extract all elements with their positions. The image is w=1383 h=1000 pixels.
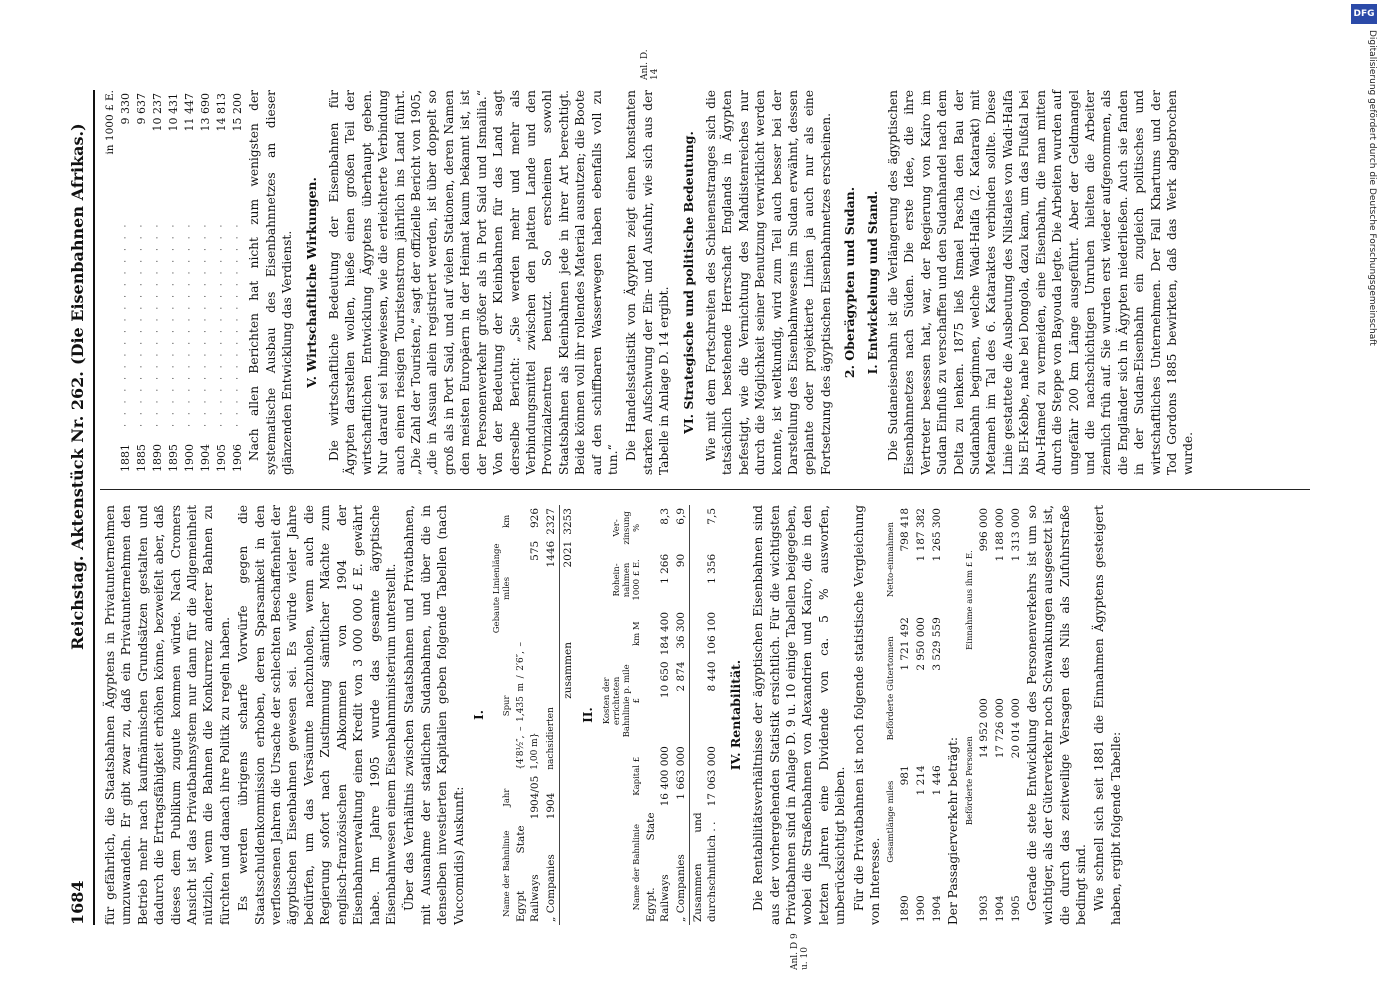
table-row: 1903 14 952 000 996 000 xyxy=(977,508,990,922)
paragraph: Es werden übrigens scharfe Vorwürfe gegen die Staatsschuldenkommission erhoben, deren Sparsamkeit in den verflossenen Jahren die Ursache der schlechten Beschaffenheit der ägyptischen Eisenbahnen gewesen sei. Es würde vieler Jahre bedürfen, um das Versäumte nachzuholen, wenn auch die Regierung sofort nach Zustimmung sämtlicher Mächte zum englisch-französischen Abkommen von 1904 der Eisenbahnverwaltung einen Kredit von 3 000 000 £ E. gewährt habe. Im Jahre 1905 wurde das gesamte ägyptische Eisenbahnwesen einem Eisenbahnministerium unterstellt. xyxy=(236,505,398,925)
table-header: km xyxy=(502,514,513,528)
paragraph: Die Handelsstatistik von Ägypten zeigt einen konstanten starken Aufschwung der Ein- und Ausfuhr, wie sich aus der Tabelle in Anlage D. 14 ergibt. xyxy=(624,90,672,475)
table-header: Spur xyxy=(502,695,513,717)
paragraph: Die Sudaneisenbahn ist die Verlängerung des ägyptischen Eisenbahnnetzes nach Süden. Die erste Idee, die ihre Vertreter besessen hat, war, der Regierung von Kairo im Sudan Einfluß zu verschaffen und den Sudanhandel nach dem Delta zu lenken. 1875 ließ Ismael Pascha den Bau der Sudanbahn beginnen, welche Wadi-Halfa (2. Katarakt) mit Metameh im Tal des 6. Kataraktes verbinden sollte. Diese Linie gestattete die Ausbeutung des Nilstales von Wadi-Halfa bis El-Kebbe, nahe bei Dongola, dazu kam, um das Flußtal bei Abu-Hamed zu vermeiden, eine Eisenbahn, die man mitten durch die Steppe von Bayouda legte. Die Arbeiten wurden auf ungefähr 200 km Länge ausgeführt. Aber der Geldmangel und die nachschichtigen Unruhen hielten die Arbeiter ziemlich früh auf. Sie wurden erst wieder aufgenommen, als die Engländer sich in Ägypten niederließen. Auch sie fanden in der Sudan-Eisenbahn ein zugleich politisches und wirtschaftliches Unternehmen. Der Fall Khartums und der Tod Gordons 1885 bewirkten, daß das Werk abgebrochen wurde. xyxy=(886,90,1196,475)
table-header: Jahr xyxy=(502,788,513,807)
table-header: Name der Bahnlinie xyxy=(502,830,513,917)
table-row: 1905 20 014 000 1 313 000 xyxy=(1009,508,1022,922)
paragraph: Gerade die stete Entwicklung des Personenverkehrs ist um so wichtiger, als der Güterverkehr noch Schwankungen ausgesetzt ist, die durch das zeitweilige Versagen des Nils als Zufuhrstraße bedingt sind. xyxy=(1024,505,1089,925)
table-row: 1890 981 1 721 492 798 418 xyxy=(899,508,912,922)
funding-note: Digitalisierung gefördert durch die Deutsche Forschungsgemeinschaft xyxy=(1367,30,1377,346)
section-title: VI. Strategische und politische Bedeutung. xyxy=(680,131,696,434)
paragraph: für gefährlich, die Staatsbahnen Ägyptens in Privatunternehmen umzuwandeln. Er gibt zwar zu, daß ein Privatunternehmen den Betrieb mehr nach kaufmännischen Grundsätzen gestalten und dadurch die Ertragsfähigkeit erhöhen könne, bezweifelt aber, daß dieses dem Publikum zugute kommen würde. Nach Cromers Ansicht ist das Privatbahnsystem nur dann für die Allgemeinheit nützlich, wenn die Bahnen die Konkurrenz anderer Bahnen zu fürchten und danach ihre Politik zu regeln haben. xyxy=(103,505,232,925)
paragraph: Für die Privatbahnen ist noch folgende statistische Vergleichung von Interesse. xyxy=(851,505,882,925)
table-row: 1881 · · · · · · · · · · · · · · · · · · 9 330 xyxy=(119,93,133,472)
table-unit: in 1000 £ E. xyxy=(104,90,116,155)
paragraph: Wie mit dem Fortschreiten des Schienenstranges sich die tatsächlich bestehende Herrschaft Englands in Ägypten befestigt, wie die Vernichtung des Mahdistenreiches nur durch die Möglichkeit seiner Benutzung verwirklicht werden konnte, ist weltkundig, wird zum Teil auch besser bei der Darstellung des Eisenbahnwesens im Sudan erwähnt, dessen geplante oder projektierte Linien ja auch nur als eine Fortsetzung des ägyptischen Eisenbahnnetzes erscheinen. xyxy=(703,90,833,475)
table-row: 1906 · · · · · · · · · · · · · · · · · · 15 200 xyxy=(231,93,245,472)
table-row: 1904 · · · · · · · · · · · · · · · · · · 13 690 xyxy=(199,93,213,472)
table-private-railways: Gesamtlänge miles Beförderte Gütertonnen Netto-einnahmen 1890 981 1 721 492 798 418 1900 1 214 2 950 000 1 187 382 1904 1 446 3 529 559 1 265 300 xyxy=(885,505,945,925)
subsection-title: I. Entwickelung und Stand. xyxy=(865,190,880,375)
margin-note: Anl. D 9 u. 10 xyxy=(790,933,810,970)
dfg-logo: DFG xyxy=(1351,4,1377,24)
table-passenger-traffic: Beförderte Personen Einnahme aus ihm £ E. 1903 14 952 000 996 000 1904 17 726 000 1 188 000 1905 20 014 000 1 313 000 xyxy=(964,505,1024,925)
table-row: Egypt State Railways 1904/05 {4′8½″, – 1,435 m / 2′6″, – 1,00 m} 575 926 xyxy=(515,508,542,922)
table-row: 1904 17 726 000 1 188 000 xyxy=(993,508,1006,922)
table-header: Gebaute Linienlänge miles xyxy=(492,543,513,634)
table-row: 1905 · · · · · · · · · · · · · · · · · · 14 813 xyxy=(215,93,229,472)
table-row: 1885 · · · · · · · · · · · · · · · · · · 9 637 xyxy=(135,93,149,472)
header-title-right: (Die Eisenbahnen Afrikas.) xyxy=(68,123,87,365)
table-railway-length xyxy=(491,505,576,925)
table-row: „ Companies 1904 nachsidierten 1446 2327 xyxy=(545,508,558,922)
table-label: II. xyxy=(581,707,596,723)
section-title: V. Wirtschaftliche Wirkungen. xyxy=(303,177,319,388)
table-row: 1890 · · · · · · · · · · · · · · · · · · 10 237 xyxy=(151,93,165,472)
paragraph: Der Passagierverkehr beträgt: xyxy=(946,737,961,925)
header-rule xyxy=(93,90,95,925)
table-capital: Name der Bahnlinie Kapital £ Kosten der errichteten Bahnlinie p. mile £ km M Rohein-nahmen 1000 £ E. Ver-zinsung % Egypt. State Railways 16 400 000 10 650 184 400 1 266 8,3 „ Companies 1 663 000 2 874 36 300 90 6,9 Zusammen und durchschnittlich . . 17 063 000 8 440 106 100 1 356 7,5 xyxy=(601,505,720,925)
paragraph: Die wirtschaftliche Bedeutung der Eisenbahnen für Ägypten darstellen wollen, hieße einen großen Teil der wirtschaftlichen Entwicklung Ägyptens überhaupt geben. Nur darauf sei hingewiesen, wie die erleichterte Verbindung auch einen riesigen Touristenstrom jährlich ins Land führt. „Die Zahl der Touristen,“ sagt der offizielle Bericht von 1905, „die in Assuan allein registriert werden, ist über doppelt so groß als in Port Said, und auf vielen Stationen, deren Namen den meisten Europäern in der Heimat kaum bekannt ist, ist der Personenverkehr größer als in Port Said und Ismailia.“ Von der Bedeutung der Kleinbahnen für das Land sagt derselbe Bericht: „Sie werden mehr und mehr als Verbindungsmittel zwischen den platten Lande und den Provinzialzentren benutzt. So erscheinen sowohl Staatsbahnen als Kleinbahnen jede in ihrer Art berechtigt. Beide können voll ihr rollendes Material ausnutzen; die Boote auf den schiffbaren Wasserwegen haben ebenfalls voll zu tun.“ xyxy=(327,90,620,475)
table-row: 1900 · · · · · · · · · · · · · · · · · · 11 447 xyxy=(183,93,197,472)
paragraph: Die Rentabilitätsverhältnisse der ägyptischen Eisenbahnen sind aus der vorhergehenden Statistik ersichtlich. Für die wichtigsten Privatbahnen sind in Anlage D. 9 u. 10 einige Tabellen beigegeben, wobei die Straßenbahnen von Alexandrien und Kairo, die in den letzten Jahren eine Dividende von ca. 5 % ausworfen, unberücksichtigt bleiben. xyxy=(751,505,848,925)
page-number: 1684 xyxy=(68,880,87,925)
paragraph: Nach allen Berichten hat nicht zum wenigsten der systematische Ausbau des Eisenbahnnetzes an dieser glänzenden Entwicklung das Verdienst. xyxy=(247,90,295,475)
table-row: 1904 1 446 3 529 559 1 265 300 xyxy=(931,508,944,922)
table-row: 1895 · · · · · · · · · · · · · · · · · · 10 431 xyxy=(167,93,181,472)
table-revenue xyxy=(118,90,246,475)
section-title: IV. Rentabilität. xyxy=(727,659,743,771)
table-row: „ Companies 1 663 000 2 874 36 300 90 6,9 xyxy=(674,508,687,922)
table-total-row: Zusammen und durchschnittlich . . 17 063 000 8 440 106 100 1 356 7,5 xyxy=(689,505,720,925)
left-column xyxy=(102,505,1126,925)
paragraph: Wie schnell sich seit 1881 die Einnahmen Ägyptens gesteigert haben, ergibt folgende Tabelle: xyxy=(1092,505,1123,925)
table-label: I. xyxy=(471,710,486,720)
margin-note: Anl. D. 14 xyxy=(640,49,660,80)
table-row: Egypt. State Railways 16 400 000 10 650 184 400 1 266 8,3 xyxy=(644,508,671,922)
table-total-row: zusammen 2021 3253 xyxy=(560,505,577,925)
table-row: 1900 1 214 2 950 000 1 187 382 xyxy=(915,508,928,922)
paragraph: Über das Verhältnis zwischen Staatsbahnen und Privatbahnen, mit Ausnahme der staatlichen Sudanbahnen, und über die in denselben investierten Kapitalien geben folgende Tabellen (nach Vuccomidis) Auskunft: xyxy=(402,505,466,925)
section-title: 2. Oberägypten und Sudan. xyxy=(842,186,858,379)
column-rule xyxy=(100,489,1310,490)
header-title-left: Reichstag. Aktenstück Nr. 262. xyxy=(68,371,87,650)
right-column xyxy=(102,90,1199,475)
